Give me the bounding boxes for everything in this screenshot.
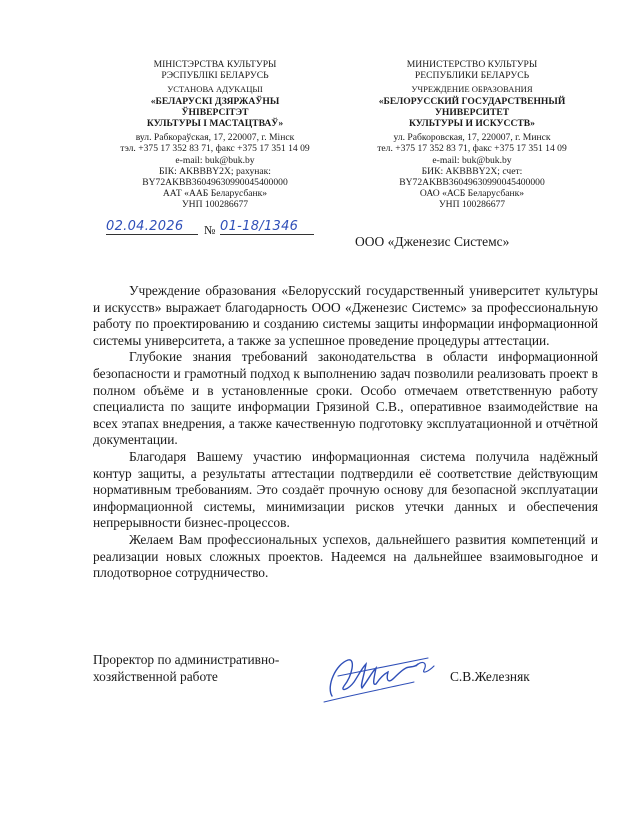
bik: БІК: AKBBBY2X; рахунак:	[159, 165, 271, 177]
phones: тел. +375 17 352 83 71, факс +375 17 351 14 09	[377, 143, 567, 155]
ministry-line-2: РЕСПУБЛИКИ БЕЛАРУСЬ	[414, 70, 530, 82]
registration-number: 01-18/1346	[220, 219, 314, 235]
address: ул. Рабкоровская, 17, 220007, г. Минск	[393, 132, 551, 144]
bik: БИК: AKBBBY2X; счет:	[421, 165, 523, 177]
registration-number-label: №	[204, 223, 216, 237]
bank: ОАО «АСБ Беларусбанк»	[419, 188, 525, 200]
institution-name-1: «БЕЛАРУСКІ ДЗЯРЖАЎНЫ	[150, 95, 280, 107]
institution-name-3: КУЛЬТУРЫ И ИСКУССТВ»	[409, 118, 535, 130]
signatory-name: С.В.Железняк	[450, 669, 530, 684]
paragraph-1: Учреждение образования «Белорусский государственный университет культуры и искусств» выражает благодарность ООО «Дженезис Системс» за профессиональную работу по проектированию и созданию системы защиты информации информационной системы университета, а также за успешное проведение процедуры аттестации.	[93, 283, 598, 348]
letter-body	[93, 283, 598, 582]
bank: ААТ «ААБ Беларусбанк»	[162, 188, 268, 200]
letterhead-russian	[352, 59, 592, 211]
institution-name-3: КУЛЬТУРЫ І МАСТАЦТВАЎ»	[146, 118, 284, 130]
institution-name-2: ЎНІВЕРСІТЭТ	[181, 106, 249, 118]
email: e-mail: buk@buk.by	[175, 154, 255, 166]
paragraph-3: Благодаря Вашему участию информационная система получила надёжный контур защиты, а результаты аттестации подтвердили её соответствие действующим нормативным требованиям. Это создаёт прочную основу для безопасной эксплуатации информационной системы, минимизации рисков утечки данных и обеспечения непрерывности бизнес-процессов.	[93, 448, 598, 531]
unp: УНП 100286677	[438, 199, 506, 211]
institution-type: УЧРЕЖДЕНИЕ ОБРАЗОВАНИЯ	[411, 84, 533, 95]
unp: УНП 100286677	[181, 199, 249, 211]
ministry-line-1: МІНІСТЭРСТВА КУЛЬТУРЫ	[153, 59, 277, 70]
address: вул. Рабкораўская, 17, 220007, г. Мінск	[135, 132, 295, 144]
signatory-title-line-2: хозяйственной работе	[93, 669, 218, 684]
phones: тэл. +375 17 352 83 71, факс +375 17 351 14 09	[120, 143, 310, 155]
recipient: ООО «Дженезис Системс»	[355, 234, 510, 249]
paragraph-2: Глубокие знания требований законодательства в области информационной безопасности и грамотный подход к выполнению задач позволили реализовать проект в полном объёме и в установленные сроки. Особо отмечаем ответственную работу специалиста по защите информации Грязиной С.В., оперативное взаимодействие на всех этапах внедрения, а также качественную подготовку эксплуатационной и отчётной документации.	[93, 349, 598, 448]
ministry-line-2: РЭСПУБЛІКІ БЕЛАРУСЬ	[161, 70, 269, 82]
institution-name-1: «БЕЛОРУССКИЙ ГОСУДАРСТВЕННЫЙ	[378, 95, 566, 107]
account: BY72AKBB36049630990045400000	[142, 177, 288, 189]
institution-name-2: УНИВЕРСИТЕТ	[434, 106, 510, 118]
signatory-title	[93, 651, 323, 685]
handwritten-signature	[318, 646, 443, 708]
ministry-line-1: МИНИСТЕРСТВО КУЛЬТУРЫ	[406, 59, 538, 70]
paragraph-4: Желаем Вам профессиональных успехов, дальнейшего развития компетенций и реализации новых сложных проектов. Надеемся на дальнейшее взаимовыгодное и плодотворное сотрудничество.	[93, 531, 598, 581]
registration-date: 02.04.2026	[106, 219, 198, 235]
email: e-mail: buk@buk.by	[432, 154, 512, 166]
institution-type: УСТАНОВА АДУКАЦЫІ	[167, 84, 263, 95]
account: BY72AKBB36049630990045400000	[399, 177, 545, 189]
letterhead-belarusian	[95, 59, 335, 211]
signatory-title-line-1: Проректор по административно-	[93, 652, 280, 667]
